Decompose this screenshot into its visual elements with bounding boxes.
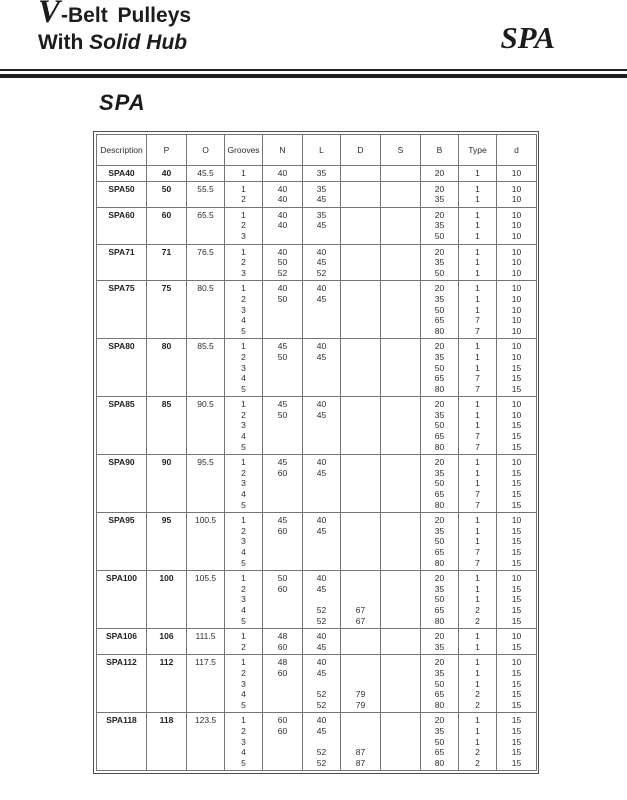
table-row: [97, 513, 537, 571]
cell-description: SPA60: [97, 207, 147, 244]
cell-n-values: 48 60: [263, 655, 303, 713]
cell-d-values: [341, 244, 381, 281]
cell-o: 76.5: [187, 244, 225, 281]
brand-subtitle-prefix: With: [38, 31, 90, 54]
cell-s-values: [381, 655, 421, 713]
cell-grooves-values: 1 2: [225, 629, 263, 655]
cell-o: 105.5: [187, 571, 225, 629]
cell-grooves-values: 1 2 3: [225, 244, 263, 281]
cell-l-values: 35 45: [303, 181, 341, 207]
cell-l-values: 40 45 52 52: [303, 713, 341, 771]
cell-o: 65.5: [187, 207, 225, 244]
cell-p: 80: [147, 339, 187, 397]
cell-d-values: [341, 166, 381, 182]
cell-grooves-values: 1 2 3 4 5: [225, 397, 263, 455]
cell-p: 85: [147, 397, 187, 455]
cell-d-values: 10 15 15 15 15: [497, 655, 537, 713]
cell-description: SPA90: [97, 455, 147, 513]
cell-d-values: [341, 513, 381, 571]
cell-d-values: 10 10 15 15 15: [497, 339, 537, 397]
cell-d-values: 87 87: [341, 713, 381, 771]
cell-l-values: 40 45 52 52: [303, 655, 341, 713]
table-body: [97, 166, 537, 771]
cell-l-values: 40 45: [303, 397, 341, 455]
table-row: [97, 455, 537, 513]
cell-p: 71: [147, 244, 187, 281]
table-header-row: [97, 135, 537, 166]
cell-n-values: 45 60: [263, 455, 303, 513]
cell-description: SPA85: [97, 397, 147, 455]
brand-title-line2: [38, 31, 191, 55]
cell-s-values: [381, 513, 421, 571]
cell-n-values: 48 60: [263, 629, 303, 655]
cell-d-values: [341, 339, 381, 397]
cell-grooves-values: 1 2 3 4 5: [225, 513, 263, 571]
cell-d-values: 10 15 15 15 15: [497, 513, 537, 571]
cell-s-values: [381, 629, 421, 655]
table-row: [97, 166, 537, 182]
cell-grooves-values: 1 2 3 4 5: [225, 339, 263, 397]
cell-description: SPA106: [97, 629, 147, 655]
cell-b-values: 20 35 50 65 80: [421, 339, 459, 397]
table-row: [97, 339, 537, 397]
cell-type-values: 1 1 1 2 2: [459, 713, 497, 771]
brand-title-line1: [38, 0, 192, 30]
spec-table-frame: [93, 131, 539, 774]
cell-s-values: [381, 339, 421, 397]
table-row: [97, 181, 537, 207]
cell-type-values: 1 1 1 2 2: [459, 571, 497, 629]
cell-description: SPA71: [97, 244, 147, 281]
cell-grooves-values: 1 2 3 4 5: [225, 281, 263, 339]
cell-l-values: 40 45 52 52: [303, 571, 341, 629]
cell-d-values: [341, 281, 381, 339]
cell-o: 111.5: [187, 629, 225, 655]
cell-type-values: 1 1 1 7 7: [459, 281, 497, 339]
brand-title-initial: V: [38, 0, 62, 30]
cell-d-values: [341, 455, 381, 513]
cell-description: SPA112: [97, 655, 147, 713]
table-row: [97, 397, 537, 455]
cell-b-values: 20 35 50 65 80: [421, 281, 459, 339]
cell-n-values: 45 50: [263, 397, 303, 455]
series-label: SPA: [500, 20, 555, 55]
cell-n-values: 40 40: [263, 181, 303, 207]
cell-b-values: 20 35 50: [421, 207, 459, 244]
cell-type-values: 1 1 1 7 7: [459, 339, 497, 397]
cell-s-values: [381, 397, 421, 455]
cell-p: 118: [147, 713, 187, 771]
cell-n-values: 40 40: [263, 207, 303, 244]
cell-type-values: 1 1: [459, 629, 497, 655]
column-header-2: O: [187, 135, 225, 166]
cell-d-values: 10 10 15 15 15: [497, 397, 537, 455]
cell-l-values: 35: [303, 166, 341, 182]
table-row: [97, 571, 537, 629]
table-row: [97, 244, 537, 281]
cell-o: 95.5: [187, 455, 225, 513]
column-header-5: L: [303, 135, 341, 166]
cell-s-values: [381, 181, 421, 207]
table-row: [97, 281, 537, 339]
column-header-4: N: [263, 135, 303, 166]
cell-type-values: 1 1 1 2 2: [459, 655, 497, 713]
cell-l-values: 35 45: [303, 207, 341, 244]
cell-p: 100: [147, 571, 187, 629]
cell-b-values: 20 35: [421, 629, 459, 655]
cell-b-values: 20: [421, 166, 459, 182]
cell-type-values: 1 1 1: [459, 244, 497, 281]
cell-type-values: 1 1 1 7 7: [459, 513, 497, 571]
cell-d-values: 10 10 10 10 10: [497, 281, 537, 339]
cell-description: SPA40: [97, 166, 147, 182]
cell-l-values: 40 45: [303, 339, 341, 397]
page-header-title: [38, 0, 192, 55]
brand-title-rest: -Belt Pulleys: [61, 4, 192, 27]
cell-grooves-values: 1 2 3 4 5: [225, 713, 263, 771]
cell-p: 40: [147, 166, 187, 182]
cell-d-values: [341, 207, 381, 244]
cell-p: 60: [147, 207, 187, 244]
table-row: [97, 629, 537, 655]
header-divider-thick: [0, 74, 627, 78]
column-header-3: Grooves: [225, 135, 263, 166]
table-row: [97, 655, 537, 713]
cell-n-values: 45 50: [263, 339, 303, 397]
cell-description: SPA118: [97, 713, 147, 771]
cell-s-values: [381, 166, 421, 182]
cell-grooves-values: 1 2 3: [225, 207, 263, 244]
table-row: [97, 207, 537, 244]
cell-l-values: 40 45: [303, 513, 341, 571]
cell-d-values: 10 15 15 15 15: [497, 455, 537, 513]
cell-grooves-values: 1 2 3 4 5: [225, 571, 263, 629]
cell-l-values: 40 45 52: [303, 244, 341, 281]
cell-s-values: [381, 713, 421, 771]
header-divider-thin: [0, 69, 627, 71]
cell-description: SPA75: [97, 281, 147, 339]
column-header-8: B: [421, 135, 459, 166]
cell-type-values: 1: [459, 166, 497, 182]
column-header-10: d: [497, 135, 537, 166]
column-header-7: S: [381, 135, 421, 166]
cell-n-values: 60 60: [263, 713, 303, 771]
cell-description: SPA95: [97, 513, 147, 571]
cell-o: 45.5: [187, 166, 225, 182]
cell-n-values: 40: [263, 166, 303, 182]
cell-p: 75: [147, 281, 187, 339]
cell-b-values: 20 35 50 65 80: [421, 655, 459, 713]
cell-d-values: 10 10 10: [497, 207, 537, 244]
cell-grooves-values: 1: [225, 166, 263, 182]
cell-b-values: 20 35: [421, 181, 459, 207]
cell-l-values: 40 45: [303, 629, 341, 655]
cell-grooves-values: 1 2 3 4 5: [225, 655, 263, 713]
cell-d-values: 10 15 15 15 15: [497, 571, 537, 629]
brand-subtitle-emphasis: Solid Hub: [89, 31, 188, 54]
cell-type-values: 1 1 1 7 7: [459, 397, 497, 455]
cell-s-values: [381, 207, 421, 244]
cell-n-values: 45 60: [263, 513, 303, 571]
cell-o: 123.5: [187, 713, 225, 771]
cell-p: 50: [147, 181, 187, 207]
cell-grooves-values: 1 2: [225, 181, 263, 207]
cell-d-values: 67 67: [341, 571, 381, 629]
cell-o: 117.5: [187, 655, 225, 713]
cell-p: 90: [147, 455, 187, 513]
cell-b-values: 20 35 50 65 80: [421, 513, 459, 571]
cell-b-values: 20 35 50 65 80: [421, 455, 459, 513]
column-header-6: D: [341, 135, 381, 166]
cell-o: 90.5: [187, 397, 225, 455]
cell-l-values: 40 45: [303, 281, 341, 339]
cell-s-values: [381, 571, 421, 629]
cell-description: SPA50: [97, 181, 147, 207]
column-header-1: P: [147, 135, 187, 166]
cell-b-values: 20 35 50 65 80: [421, 571, 459, 629]
cell-b-values: 20 35 50 65 80: [421, 397, 459, 455]
cell-d-values: 10 10 10: [497, 244, 537, 281]
cell-d-values: 79 79: [341, 655, 381, 713]
cell-d-values: 10 15: [497, 629, 537, 655]
table-row: [97, 713, 537, 771]
column-header-9: Type: [459, 135, 497, 166]
cell-o: 55.5: [187, 181, 225, 207]
cell-d-values: 15 15 15 15 15: [497, 713, 537, 771]
cell-o: 85.5: [187, 339, 225, 397]
cell-p: 95: [147, 513, 187, 571]
cell-s-values: [381, 455, 421, 513]
cell-d-values: 10: [497, 166, 537, 182]
cell-d-values: [341, 397, 381, 455]
cell-d-values: 10 10: [497, 181, 537, 207]
column-header-0: Description: [97, 135, 147, 166]
cell-description: SPA80: [97, 339, 147, 397]
cell-o: 100.5: [187, 513, 225, 571]
cell-type-values: 1 1 1: [459, 207, 497, 244]
cell-type-values: 1 1 1 7 7: [459, 455, 497, 513]
cell-n-values: 50 60: [263, 571, 303, 629]
cell-grooves-values: 1 2 3 4 5: [225, 455, 263, 513]
cell-s-values: [381, 244, 421, 281]
cell-o: 80.5: [187, 281, 225, 339]
cell-n-values: 40 50 52: [263, 244, 303, 281]
cell-l-values: 40 45: [303, 455, 341, 513]
cell-b-values: 20 35 50: [421, 244, 459, 281]
cell-n-values: 40 50: [263, 281, 303, 339]
cell-b-values: 20 35 50 65 80: [421, 713, 459, 771]
section-title: SPA: [99, 90, 146, 115]
cell-d-values: [341, 181, 381, 207]
cell-type-values: 1 1: [459, 181, 497, 207]
cell-description: SPA100: [97, 571, 147, 629]
cell-p: 106: [147, 629, 187, 655]
cell-d-values: [341, 629, 381, 655]
cell-p: 112: [147, 655, 187, 713]
cell-s-values: [381, 281, 421, 339]
spec-table: [96, 134, 537, 771]
